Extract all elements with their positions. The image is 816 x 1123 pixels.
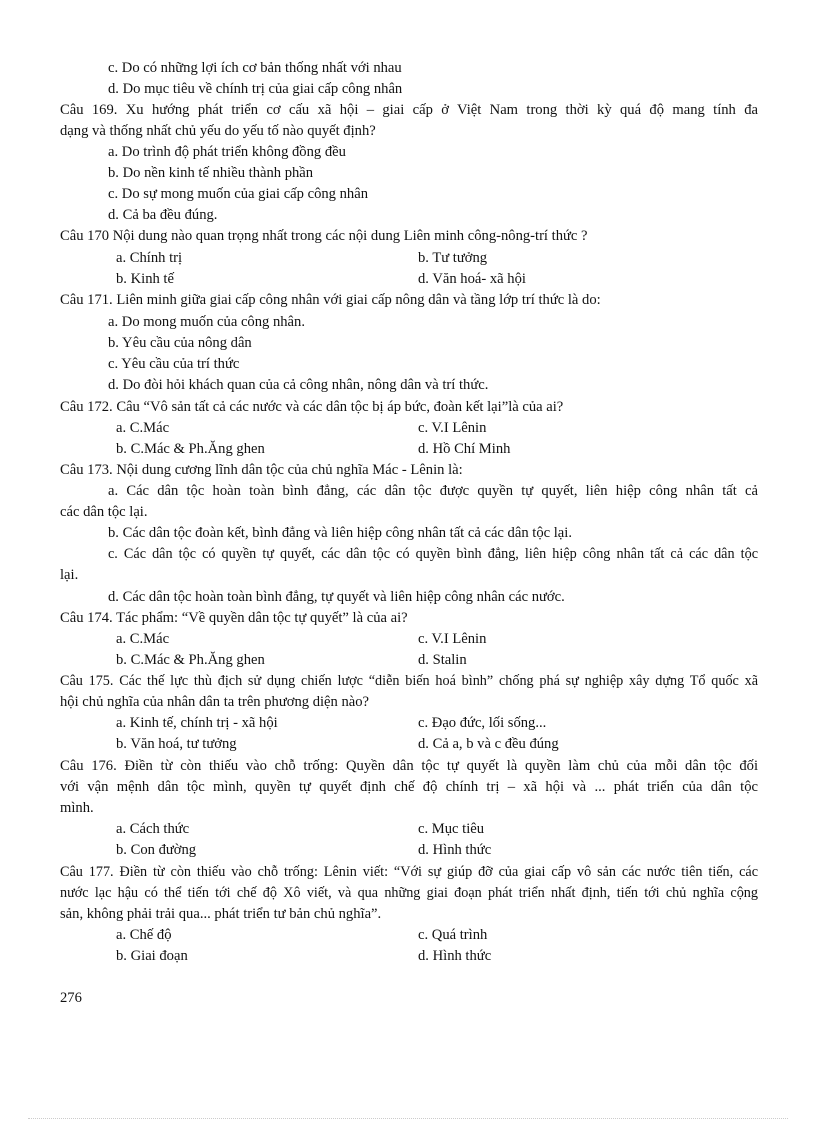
q176-option-b: c. Mục tiêu — [418, 821, 485, 837]
q176-stem-line3: mình. — [60, 800, 94, 816]
q173-stem: Câu 173. Nội dung cương lĩnh dân tộc của chủ nghĩa Mác - Lênin là: — [60, 462, 463, 478]
q175-option-b: c. Đạo đức, lối sống... — [418, 715, 547, 731]
q171-option-a: a. Do mong muốn của công nhân. — [108, 314, 305, 330]
q175-option-a: a. Kinh tế, chính trị - xã hội — [116, 715, 278, 731]
q173-option-c-line1: c. Các dân tộc có quyền tự quyết, các dân tộc có quyền bình đẳng, liên hiệp công nhân tất cả các dân tộc — [108, 546, 758, 562]
q173-option-a-line1: a. Các dân tộc hoàn toàn bình đẳng, các dân tộc được quyền tự quyết, liên hiệp công nhân tất cả — [108, 483, 758, 499]
q177-option-b: c. Quá trình — [418, 927, 488, 943]
q172-option-a: a. C.Mác — [116, 420, 170, 436]
q172-option-d: d. Hồ Chí Minh — [418, 441, 511, 457]
q170-option-d: d. Văn hoá- xã hội — [418, 271, 526, 287]
q176-stem-line1: Câu 176. Điền từ còn thiếu vào chỗ trống: Quyền dân tộc tự quyết là quyền làm chủ của mỗi dân tộc đối — [60, 758, 758, 774]
q174-option-a: a. C.Mác — [116, 631, 170, 647]
q174-option-d: d. Stalin — [418, 652, 467, 668]
footer-divider — [28, 1118, 788, 1119]
q174-option-b: c. V.I Lênin — [418, 631, 487, 647]
q170-option-b: b. Tư tưởng — [418, 250, 488, 266]
q174-stem: Câu 174. Tác phẩm: “Về quyền dân tộc tự quyết” là của ai? — [60, 610, 408, 626]
q175-option-c: b. Văn hoá, tư tưởng — [116, 736, 237, 752]
q177-stem-line1: Câu 177. Điền từ còn thiếu vào chỗ trống: Lênin viết: “Với sự giúp đỡ của giai cấp vô sản các nước tiên tiến, các — [60, 864, 758, 880]
q175-stem-line1: Câu 175. Các thế lực thù địch sử dụng chiến lược “diễn biến hoá bình” chống phá sự nghiệp xây dựng Tổ quốc xã — [60, 673, 758, 689]
q169-stem-line1: Câu 169. Xu hướng phát triển cơ cấu xã hội – giai cấp ở Việt Nam trong thời kỳ quá độ mang tính đa — [60, 102, 758, 118]
q169-option-c: c. Do sự mong muốn của giai cấp công nhân — [108, 186, 368, 202]
q175-option-d: d. Cả a, b và c đều đúng — [418, 736, 559, 752]
q171-stem: Câu 171. Liên minh giữa giai cấp công nhân với giai cấp nông dân và tầng lớp trí thức là do: — [60, 292, 601, 308]
q170-option-a: a. Chính trị — [116, 250, 183, 266]
q173-option-a-line2: các dân tộc lại. — [60, 504, 148, 520]
q173-option-c-line2: lại. — [60, 567, 79, 583]
q177-option-d: d. Hình thức — [418, 948, 492, 964]
page-number: 276 — [60, 990, 82, 1006]
q169-option-d: d. Cả ba đều đúng. — [108, 207, 218, 223]
q173-option-d: d. Các dân tộc hoàn toàn bình đẳng, tự quyết và liên hiệp công nhân các nước. — [108, 589, 565, 605]
q177-option-c: b. Giai đoạn — [116, 948, 188, 964]
q172-option-b: c. V.I Lênin — [418, 420, 487, 436]
q170-stem: Câu 170 Nội dung nào quan trọng nhất trong các nội dung Liên minh công-nông-trí thức ? — [60, 228, 588, 244]
q171-option-b: b. Yêu cầu của nông dân — [108, 335, 252, 351]
q169-stem-line2: dạng và thống nhất chủ yếu do yếu tố nào quyết định? — [60, 123, 376, 139]
q171-option-d: d. Do đòi hỏi khách quan của cả công nhân, nông dân và trí thức. — [108, 377, 489, 393]
q172-stem: Câu 172. Câu “Vô sản tất cả các nước và các dân tộc bị áp bức, đoàn kết lại”là của ai? — [60, 399, 564, 415]
q168-option-d: d. Do mục tiêu về chính trị của giai cấp công nhân — [108, 81, 403, 97]
q172-option-c: b. C.Mác & Ph.Ăng ghen — [116, 441, 265, 457]
q169-option-a: a. Do trình độ phát triển không đồng đều — [108, 144, 346, 160]
q176-option-c: b. Con đường — [116, 842, 197, 858]
q173-option-b: b. Các dân tộc đoàn kết, bình đẳng và liên hiệp công nhân tất cả các dân tộc lại. — [108, 525, 572, 541]
q177-stem-line2: nước lạc hậu có thể tiến tới chế độ Xô viết, và qua những giai đoạn phát triển nhất định, tiến tới chủ nghĩa cộng — [60, 885, 758, 901]
q177-option-a: a. Chế độ — [116, 927, 172, 943]
q168-option-c: c. Do có những lợi ích cơ bản thống nhất với nhau — [108, 60, 402, 76]
q177-stem-line3: sản, không phải trải qua... phát triển tư bản chủ nghĩa”. — [60, 906, 382, 922]
q174-option-c: b. C.Mác & Ph.Ăng ghen — [116, 652, 265, 668]
q175-stem-line2: hội chủ nghĩa của nhân dân ta trên phương diện nào? — [60, 694, 370, 710]
q169-option-b: b. Do nền kinh tế nhiều thành phần — [108, 165, 314, 181]
q176-stem-line2: với vận mệnh dân tộc mình, quyền tự quyết định chế độ chính trị – xã hội và ... phát triển của dân tộc — [60, 779, 758, 795]
q176-option-a: a. Cách thức — [116, 821, 190, 837]
q176-option-d: d. Hình thức — [418, 842, 492, 858]
q170-option-c: b. Kinh tế — [116, 271, 174, 287]
q171-option-c: c. Yêu cầu của trí thức — [108, 356, 240, 372]
